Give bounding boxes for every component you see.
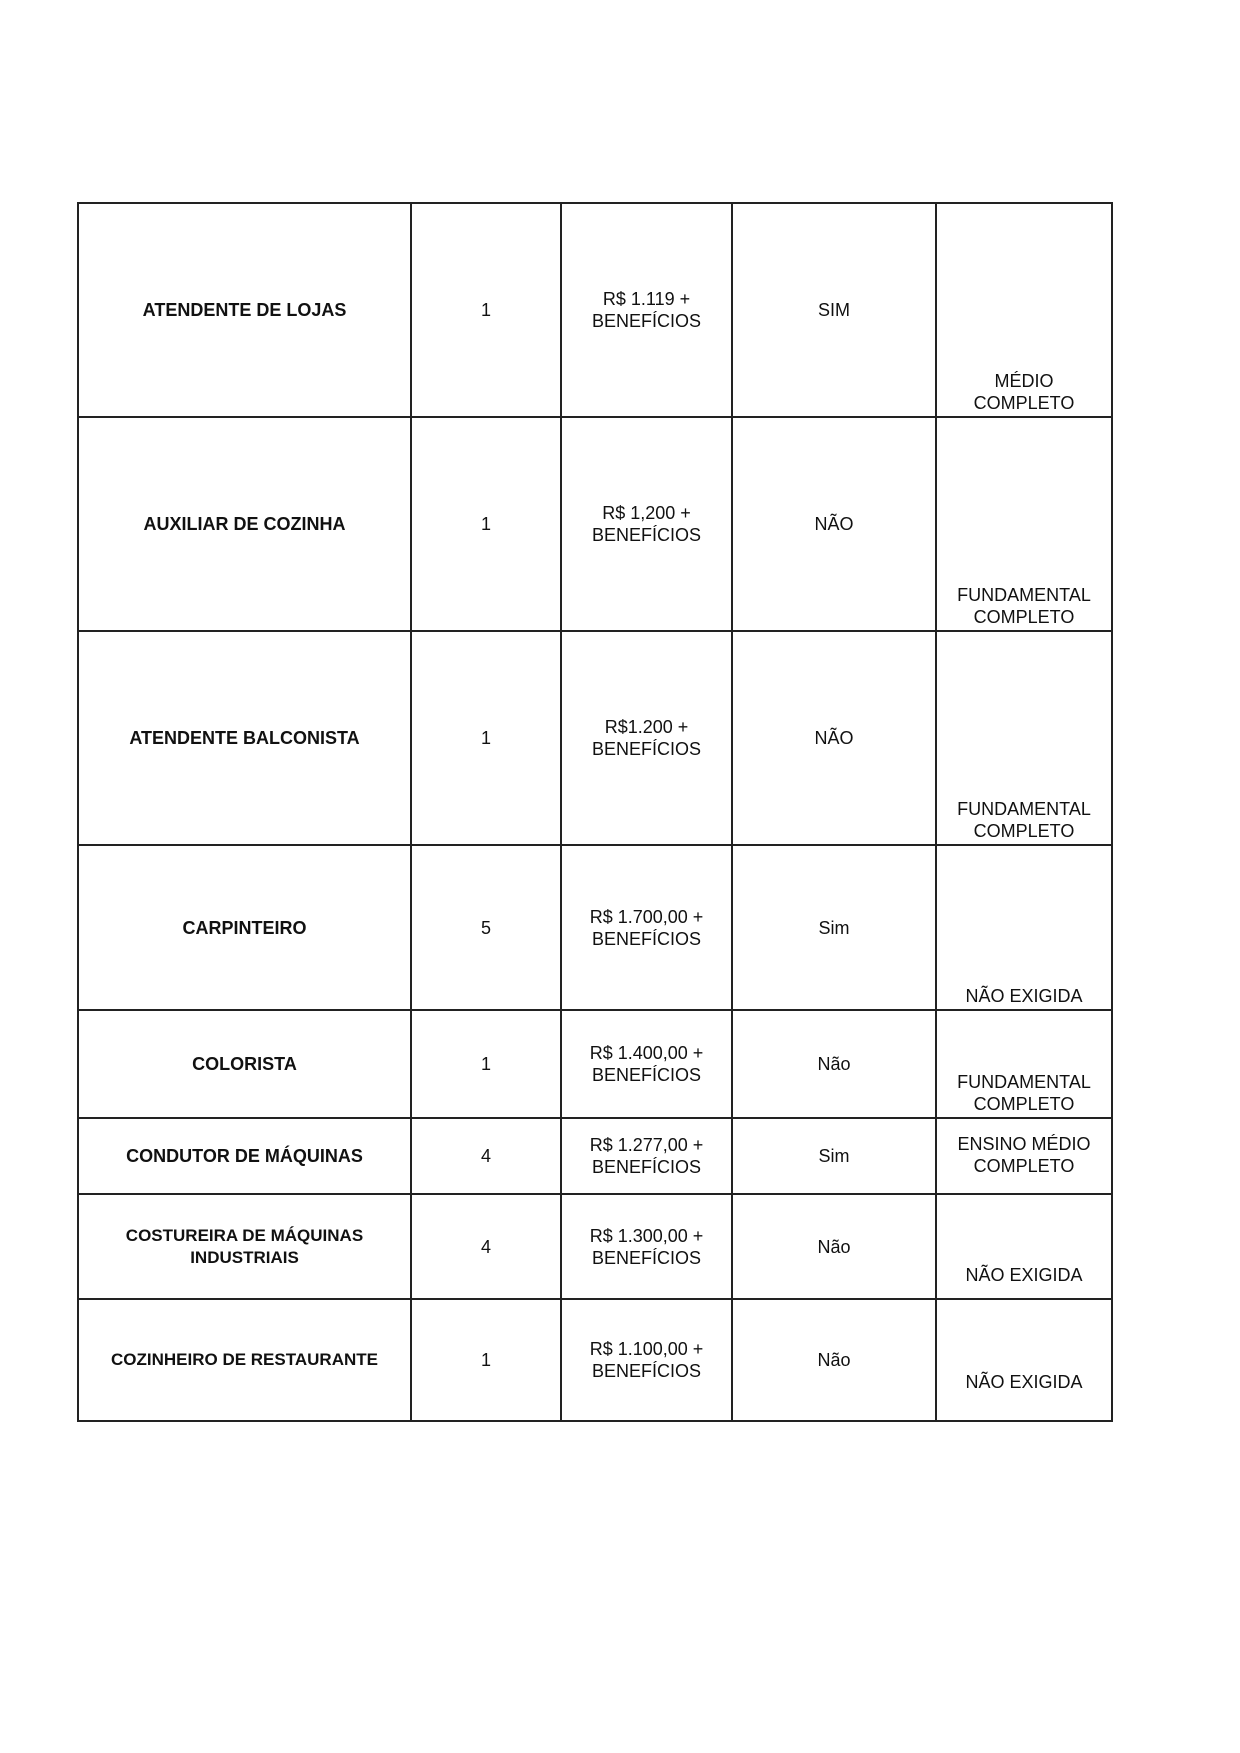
education-cell [936,1194,1112,1299]
table-row [78,631,1112,845]
table-row [78,1194,1112,1299]
education-text: NÃO EXIGIDA [965,986,1083,1006]
job-openings-table [77,202,1113,1422]
salary-text: R$ 1,200 + BENEFÍCIOS [591,503,702,545]
quantity-text: 1 [480,300,491,320]
role-text: COZINHEIRO DE RESTAURANTE [111,1350,378,1369]
salary-text: R$1.200 + BENEFÍCIOS [591,717,702,759]
salary-cell [561,417,732,631]
salary-text: R$ 1.119 + BENEFÍCIOS [591,289,702,331]
table-row [78,417,1112,631]
role-text: ATENDENTE BALCONISTA [129,728,360,748]
education-cell [936,1010,1112,1118]
education-text: NÃO EXIGIDA [965,1372,1083,1392]
salary-cell [561,1299,732,1421]
role-cell [78,1194,411,1299]
education-text: FUNDAMENTAL COMPLETO [957,585,1091,627]
education-cell [936,845,1112,1010]
experience-text: Não [817,1236,851,1257]
role-cell [78,1299,411,1421]
salary-text: R$ 1.100,00 + BENEFÍCIOS [589,1339,704,1381]
quantity-cell [411,845,561,1010]
quantity-text: 5 [480,917,491,938]
quantity-text: 1 [480,728,491,748]
education-text: ENSINO MÉDIO COMPLETO [957,1134,1091,1176]
experience-cell [732,1010,936,1118]
experience-text: NÃO [814,728,854,748]
quantity-text: 4 [480,1146,491,1166]
role-cell [78,631,411,845]
role-cell [78,203,411,417]
quantity-cell [411,631,561,845]
role-text: ATENDENTE DE LOJAS [142,300,347,320]
experience-cell [732,203,936,417]
education-cell [936,417,1112,631]
salary-cell [561,845,732,1010]
role-cell [78,845,411,1010]
quantity-text: 1 [480,514,491,534]
salary-text: R$ 1.300,00 + BENEFÍCIOS [589,1225,704,1268]
experience-text: SIM [817,300,850,320]
experience-cell [732,845,936,1010]
experience-cell [732,1194,936,1299]
quantity-text: 1 [480,1350,491,1370]
quantity-cell [411,1010,561,1118]
salary-cell [561,203,732,417]
experience-text: Sim [818,1146,850,1166]
role-cell [78,1010,411,1118]
experience-text: NÃO [814,514,854,534]
quantity-text: 1 [480,1054,491,1074]
table-row [78,845,1112,1010]
education-text: FUNDAMENTAL COMPLETO [957,799,1091,841]
salary-cell [561,1194,732,1299]
table-row [78,1118,1112,1194]
education-cell [936,631,1112,845]
quantity-cell [411,203,561,417]
experience-text: Não [817,1350,851,1370]
experience-text: Não [817,1054,851,1074]
education-text: FUNDAMENTAL COMPLETO [957,1072,1091,1114]
role-cell [78,1118,411,1194]
role-text: COSTUREIRA DE MÁQUINAS INDUSTRIAIS [125,1225,364,1267]
education-cell [936,203,1112,417]
quantity-cell [411,1118,561,1194]
quantity-cell [411,1299,561,1421]
table-row [78,203,1112,417]
experience-text: Sim [818,917,850,938]
education-cell [936,1299,1112,1421]
salary-cell [561,1118,732,1194]
experience-cell [732,417,936,631]
role-text: CARPINTEIRO [182,917,307,938]
quantity-cell [411,1194,561,1299]
table-row [78,1010,1112,1118]
experience-cell [732,1118,936,1194]
education-text: MÉDIO COMPLETO [973,371,1075,413]
role-cell [78,417,411,631]
salary-text: R$ 1.277,00 + BENEFÍCIOS [589,1135,704,1177]
quantity-cell [411,417,561,631]
salary-text: R$ 1.700,00 + BENEFÍCIOS [589,906,704,949]
experience-cell [732,631,936,845]
table-row [78,1299,1112,1421]
salary-cell [561,631,732,845]
role-text: COLORISTA [192,1054,297,1074]
experience-cell [732,1299,936,1421]
education-cell [936,1118,1112,1194]
role-text: CONDUTOR DE MÁQUINAS [126,1146,363,1166]
salary-cell [561,1010,732,1118]
role-text: AUXILIAR DE COZINHA [143,514,346,534]
quantity-text: 4 [480,1236,491,1257]
education-text: NÃO EXIGIDA [965,1265,1083,1285]
salary-text: R$ 1.400,00 + BENEFÍCIOS [589,1043,704,1085]
